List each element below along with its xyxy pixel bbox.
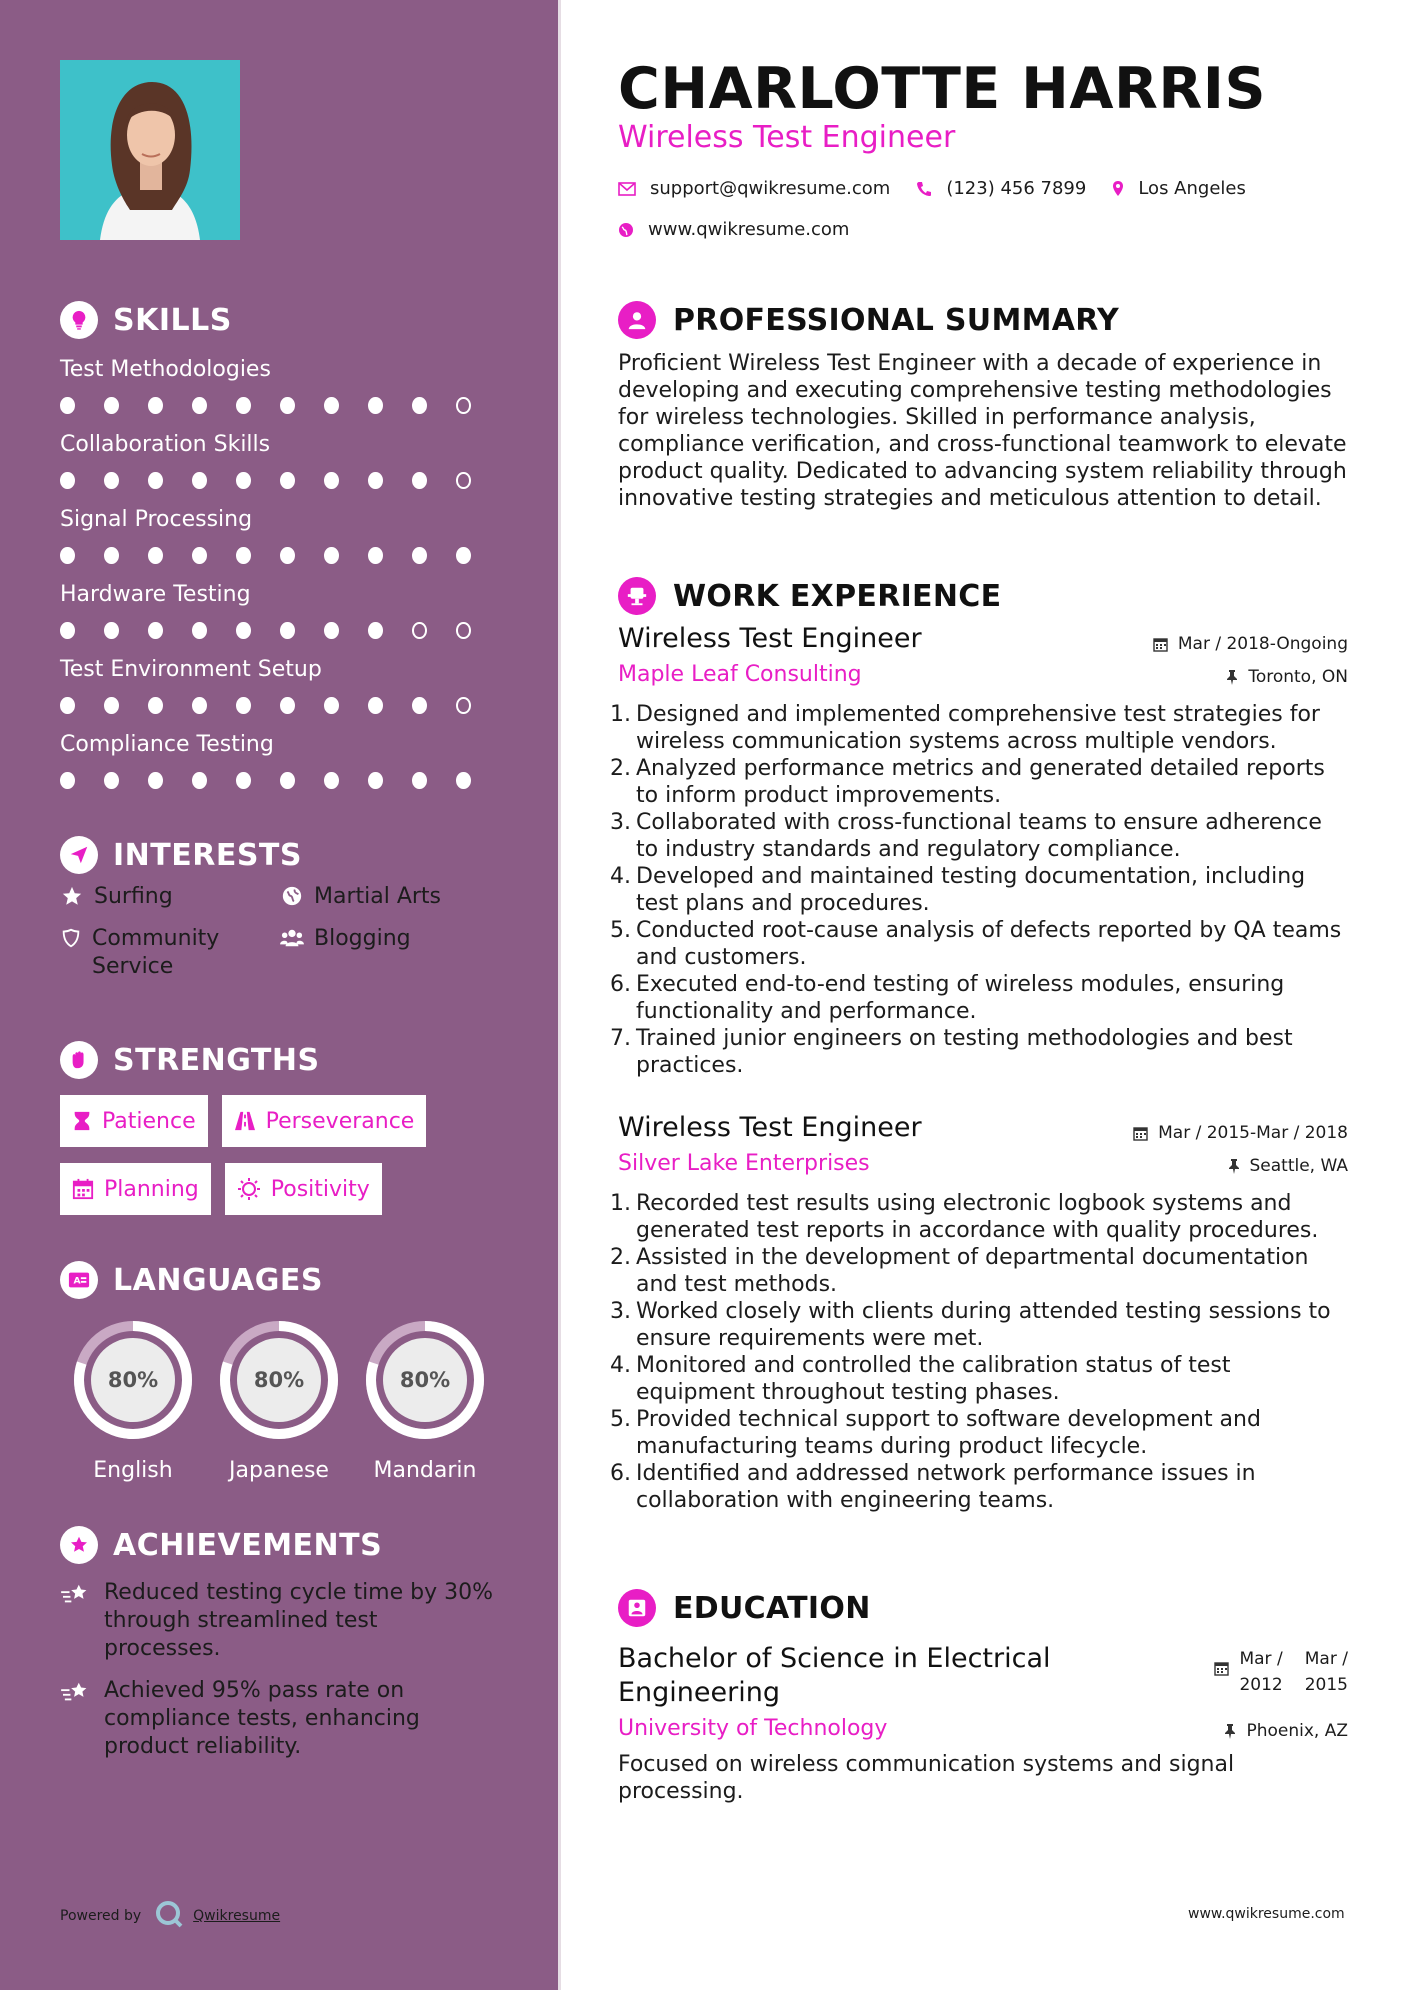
achievement-text: Achieved 95% pass rate on compliance tests, enhancing product reliability. — [104, 1678, 420, 1759]
rating-dot-filled — [368, 397, 383, 414]
skill-item — [60, 655, 500, 715]
language-name: Japanese — [229, 1458, 329, 1483]
rating-dot-empty — [412, 622, 427, 639]
svg-text:A: A — [73, 1275, 81, 1287]
rating-dot-filled — [236, 697, 251, 714]
education-location-text: Phoenix, AZ — [1246, 1721, 1348, 1741]
envelope-icon — [618, 182, 636, 196]
skills-heading — [60, 300, 500, 340]
bullet-text: Conducted root-cause analysis of defects reported by QA teams and customers. — [636, 918, 1342, 970]
strength-badge — [60, 1095, 208, 1147]
candidate-title: Wireless Test Engineer — [618, 120, 956, 155]
bullet-text: Worked closely with clients during attended testing sessions to ensure requirements were met. — [636, 1299, 1331, 1351]
rating-dot-filled — [192, 472, 207, 489]
languages-list — [60, 1318, 500, 1483]
powered-by-label: Powered by — [60, 1908, 142, 1924]
rating-dot-filled — [192, 697, 207, 714]
job-bullet — [610, 863, 1348, 917]
rating-dot-filled — [368, 772, 383, 789]
language-ring — [217, 1318, 341, 1442]
fist-icon — [60, 1041, 98, 1079]
rating-dot-filled — [280, 772, 295, 789]
education-description: Focused on wireless communication systems and signal processing. — [618, 1752, 1235, 1804]
rating-dot-filled — [412, 547, 427, 564]
education-head — [618, 1642, 1348, 1710]
profile-photo — [60, 60, 240, 240]
job-bullet — [610, 1244, 1348, 1298]
rating-dot-filled — [104, 397, 119, 414]
rating-dot-filled — [104, 547, 119, 564]
education-end — [1305, 1646, 1348, 1698]
contact-phone[interactable] — [916, 178, 1086, 199]
summary-section — [618, 300, 1348, 512]
interests-grid — [60, 883, 500, 981]
job-bullet — [610, 809, 1348, 863]
rating-dot-filled — [148, 472, 163, 489]
language-item — [206, 1318, 352, 1483]
job-bullet — [610, 1298, 1348, 1352]
experience-heading — [618, 576, 1348, 616]
job-company: Silver Lake Enterprises — [618, 1151, 870, 1176]
experience-title: WORK EXPERIENCE — [673, 578, 1002, 614]
rating-dot-filled — [236, 547, 251, 564]
job-head — [618, 623, 1348, 654]
education-title: EDUCATION — [673, 1590, 871, 1626]
job-dates — [1153, 634, 1348, 654]
bullet-number: 5. — [610, 1407, 631, 1432]
rating-dot-filled — [368, 472, 383, 489]
interest-label: Martial Arts — [314, 884, 442, 909]
skill-name: Test Environment Setup — [60, 657, 322, 682]
candidate-name: CHARLOTTE HARRIS — [618, 56, 1266, 122]
shooting-star-icon — [60, 1679, 92, 1761]
skill-name: Collaboration Skills — [60, 432, 271, 457]
strengths-heading — [60, 1040, 500, 1080]
job-bullet — [610, 755, 1348, 809]
bullet-text: Trained junior engineers on testing methodologies and best practices. — [636, 1026, 1293, 1078]
bullet-text: Designed and implemented comprehensive test strategies for wireless communication systems across multiple vendors. — [636, 702, 1320, 754]
strength-badge — [225, 1163, 382, 1215]
hourglass-icon — [72, 1110, 92, 1132]
job-role: Wireless Test Engineer — [618, 623, 922, 654]
bullet-text: Analyzed performance metrics and generated detailed reports to inform product improvements. — [636, 756, 1325, 808]
language-percent: 80% — [399, 1368, 451, 1392]
job-location-text: Toronto, ON — [1248, 667, 1348, 687]
bullet-number: 7. — [610, 1026, 631, 1051]
strengths-list — [60, 1095, 500, 1231]
strength-label: Patience — [102, 1108, 196, 1134]
bullet-text: Collaborated with cross-functional teams to ensure adherence to industry standards and regulatory compliance. — [636, 810, 1322, 862]
phone-text: (123) 456 7899 — [946, 178, 1087, 199]
website-text: www.qwikresume.com — [648, 219, 850, 240]
powered-by — [60, 1900, 280, 1932]
bullet-number: 4. — [610, 864, 631, 889]
education-dates — [1214, 1646, 1348, 1698]
rating-dot-filled — [412, 472, 427, 489]
job-entry — [610, 623, 1348, 1079]
rating-dot-filled — [456, 772, 471, 789]
bullet-text: Recorded test results using electronic logbook systems and generated test reports in accordance with quality procedures. — [636, 1191, 1319, 1243]
email-text: support@qwikresume.com — [650, 178, 891, 199]
education-heading — [618, 1588, 1348, 1628]
rating-dot-filled — [60, 472, 75, 489]
phone-icon — [916, 181, 932, 197]
language-name: English — [93, 1458, 173, 1483]
skills-section — [60, 300, 500, 790]
pushpin-icon — [1224, 1723, 1236, 1739]
skills-title: SKILLS — [113, 302, 232, 338]
education-start-month: Mar / — [1239, 1649, 1283, 1669]
rating-dot-filled — [280, 547, 295, 564]
language-ring — [71, 1318, 195, 1442]
strength-badge — [222, 1095, 427, 1147]
bullet-text: Assisted in the development of departmental documentation and test methods. — [636, 1245, 1309, 1297]
job-dates-text: Mar / 2015-Mar / 2018 — [1158, 1123, 1348, 1143]
summary-text: Proficient Wireless Test Engineer with a decade of experience in developing and executing comprehensive testing methodologies for wireless technologies. Skilled in performance analysis, compliance verification, and cross-functional teamwork to elevate product quality. Dedicated to advancing system reliability through innovative testing strategies and meticulous attention to detail. — [618, 351, 1347, 511]
shield-icon — [60, 927, 82, 957]
language-item — [60, 1318, 206, 1483]
interests-title: INTERESTS — [113, 837, 302, 873]
users-icon — [280, 927, 304, 957]
rating-dot-empty — [456, 397, 471, 414]
experience-section — [618, 576, 1348, 616]
job-sub — [618, 1151, 1348, 1176]
job-location — [1226, 667, 1348, 687]
language-percent: 80% — [253, 1368, 305, 1392]
language-name: Mandarin — [373, 1458, 477, 1483]
job-bullet — [610, 1406, 1348, 1460]
education-degree: Bachelor of Science in Electrical Engineering — [618, 1643, 1051, 1708]
rating-dot-filled — [280, 622, 295, 639]
sun-icon — [237, 1177, 261, 1201]
strength-label: Positivity — [270, 1176, 370, 1202]
rating-dot-filled — [456, 547, 471, 564]
skill-name: Signal Processing — [60, 507, 253, 532]
rating-dot-filled — [60, 622, 75, 639]
calendar-icon — [1214, 1658, 1229, 1684]
rating-dot-filled — [236, 622, 251, 639]
skill-item — [60, 730, 500, 790]
rating-dot-filled — [368, 547, 383, 564]
interest-label: Blogging — [314, 926, 411, 951]
website-row — [618, 219, 875, 240]
calendar-icon — [72, 1178, 94, 1200]
education-location — [1224, 1721, 1348, 1741]
rating-dot-filled — [368, 622, 383, 639]
strengths-section — [60, 1040, 500, 1231]
education-start-year: 2012 — [1239, 1675, 1283, 1695]
rating-dot-filled — [368, 697, 383, 714]
rating-dot-filled — [148, 397, 163, 414]
rating-dot-filled — [192, 772, 207, 789]
skill-name: Test Methodologies — [60, 357, 271, 382]
bullet-number: 4. — [610, 1353, 631, 1378]
rating-dot-filled — [280, 397, 295, 414]
rating-dot-filled — [236, 772, 251, 789]
bullet-number: 6. — [610, 972, 631, 997]
bullet-text: Identified and addressed network performance issues in collaboration with engineering teams. — [636, 1461, 1256, 1513]
job-bullet — [610, 1025, 1348, 1079]
summary-heading — [618, 300, 1348, 340]
achievement-item — [60, 1677, 500, 1761]
rating-dot-filled — [324, 697, 339, 714]
star-badge-icon — [60, 1526, 98, 1564]
rating-dot-empty — [456, 472, 471, 489]
sidebar-divider — [558, 0, 561, 1990]
star-icon — [60, 885, 84, 915]
bullet-number: 1. — [610, 702, 631, 727]
rating-dot-filled — [104, 697, 119, 714]
qwikresume-logo-icon — [155, 1900, 183, 1932]
rating-dot-filled — [280, 472, 295, 489]
job-bullets — [610, 1190, 1348, 1514]
job-dates-text: Mar / 2018-Ongoing — [1177, 634, 1348, 654]
job-bullet — [610, 701, 1348, 755]
road-icon — [234, 1111, 256, 1131]
achievements-title: ACHIEVEMENTS — [113, 1527, 383, 1563]
summary-title: PROFESSIONAL SUMMARY — [673, 302, 1120, 338]
job-location — [1228, 1156, 1349, 1176]
education-end-month: Mar / — [1304, 1649, 1348, 1669]
languages-section — [60, 1260, 500, 1483]
education-end-year: 2015 — [1304, 1675, 1348, 1695]
shooting-star-icon — [60, 1581, 92, 1663]
pushpin-icon — [1228, 1158, 1240, 1174]
skill-rating — [60, 395, 500, 415]
job-bullet — [610, 917, 1348, 971]
skill-item — [60, 580, 500, 640]
footer-website[interactable]: www.qwikresume.com — [1188, 1906, 1345, 1922]
user-icon — [618, 301, 656, 339]
strength-label: Perseverance — [265, 1108, 415, 1134]
paper-plane-icon — [60, 836, 98, 874]
bullet-number: 1. — [610, 1191, 631, 1216]
job-sub — [618, 662, 1348, 687]
strength-badge — [60, 1163, 211, 1215]
languages-title: LANGUAGES — [113, 1262, 323, 1298]
interests-section — [60, 835, 500, 981]
job-role: Wireless Test Engineer — [618, 1112, 922, 1143]
calendar-icon — [1133, 1125, 1148, 1141]
language-ring — [363, 1318, 487, 1442]
rating-dot-filled — [192, 547, 207, 564]
rating-dot-filled — [192, 397, 207, 414]
job-bullet — [610, 971, 1348, 1025]
rating-dot-filled — [324, 397, 339, 414]
rating-dot-empty — [456, 697, 471, 714]
skill-name: Compliance Testing — [60, 732, 274, 757]
job-bullets — [610, 701, 1348, 1079]
education-school: University of Technology — [618, 1716, 888, 1741]
rating-dot-filled — [412, 697, 427, 714]
job-location-text: Seattle, WA — [1249, 1156, 1348, 1176]
interest-item — [60, 925, 280, 981]
calendar-icon — [1153, 636, 1168, 652]
rating-dot-filled — [412, 772, 427, 789]
interest-item — [60, 883, 280, 915]
job-head — [618, 1112, 1348, 1143]
achievements-heading — [60, 1525, 500, 1565]
globe-icon — [618, 222, 634, 238]
rating-dot-filled — [60, 397, 75, 414]
job-bullet — [610, 1352, 1348, 1406]
rating-dot-filled — [192, 622, 207, 639]
skill-name: Hardware Testing — [60, 582, 251, 607]
skill-rating — [60, 620, 500, 640]
interest-item — [280, 883, 500, 915]
education-sub — [618, 1716, 1348, 1741]
bullet-number: 2. — [610, 1245, 631, 1270]
globe-icon — [280, 885, 304, 915]
contact-website[interactable] — [618, 219, 849, 240]
skill-rating — [60, 695, 500, 715]
bullet-number: 6. — [610, 1461, 631, 1486]
education-start — [1239, 1646, 1282, 1698]
rating-dot-filled — [104, 472, 119, 489]
languages-heading — [60, 1260, 500, 1300]
rating-dot-filled — [324, 472, 339, 489]
job-bullet — [610, 1190, 1348, 1244]
rating-dot-empty — [456, 622, 471, 639]
qwikresume-link[interactable]: Qwikresume — [193, 1908, 281, 1924]
rating-dot-filled — [148, 697, 163, 714]
interest-item — [280, 925, 500, 981]
bullet-text: Executed end-to-end testing of wireless modules, ensuring functionality and performance. — [636, 972, 1285, 1024]
job-dates — [1133, 1123, 1348, 1143]
bullet-number: 5. — [610, 918, 631, 943]
rating-dot-filled — [60, 697, 75, 714]
skill-item — [60, 505, 500, 565]
graduation-icon — [618, 1589, 656, 1627]
rating-dot-filled — [280, 697, 295, 714]
rating-dot-filled — [148, 622, 163, 639]
bullet-number: 3. — [610, 1299, 631, 1324]
strength-label: Planning — [104, 1176, 199, 1202]
achievements-section — [60, 1525, 500, 1761]
rating-dot-filled — [104, 772, 119, 789]
skills-list — [60, 355, 500, 790]
education-section — [618, 1588, 1348, 1805]
rating-dot-filled — [324, 772, 339, 789]
job-entry — [610, 1112, 1348, 1514]
language-percent: 80% — [107, 1368, 159, 1392]
skill-rating — [60, 470, 500, 490]
bullet-number: 2. — [610, 756, 631, 781]
location-text: Los Angeles — [1138, 178, 1246, 199]
rating-dot-filled — [148, 772, 163, 789]
skill-rating — [60, 770, 500, 790]
interest-label: Surfing — [94, 884, 173, 909]
rating-dot-filled — [412, 397, 427, 414]
rating-dot-filled — [60, 547, 75, 564]
interest-label: Community Service — [92, 926, 220, 979]
contact-email[interactable] — [618, 178, 890, 199]
skill-item — [60, 430, 500, 490]
bullet-text: Provided technical support to software development and manufacturing teams during product lifecycle. — [636, 1407, 1261, 1459]
job-company: Maple Leaf Consulting — [618, 662, 862, 687]
skill-rating — [60, 545, 500, 565]
rating-dot-filled — [236, 472, 251, 489]
language-icon — [60, 1261, 98, 1299]
map-pin-icon — [1112, 180, 1124, 198]
language-item — [352, 1318, 498, 1483]
rating-dot-filled — [60, 772, 75, 789]
bullet-text: Developed and maintained testing documentation, including test plans and procedures. — [636, 864, 1306, 916]
pushpin-icon — [1226, 669, 1238, 685]
rating-dot-filled — [148, 547, 163, 564]
bullet-text: Monitored and controlled the calibration status of test equipment throughout testing phases. — [636, 1353, 1231, 1405]
achievement-item — [60, 1579, 500, 1663]
rating-dot-filled — [104, 622, 119, 639]
rating-dot-filled — [236, 397, 251, 414]
briefcase-icon — [618, 577, 656, 615]
contact-row — [618, 178, 1272, 199]
bullet-number: 3. — [610, 810, 631, 835]
lightbulb-icon — [60, 301, 98, 339]
strengths-title: STRENGTHS — [113, 1042, 320, 1078]
skill-item — [60, 355, 500, 415]
job-bullet — [610, 1460, 1348, 1514]
achievement-text: Reduced testing cycle time by 30% through streamlined test processes. — [104, 1580, 494, 1661]
rating-dot-filled — [324, 547, 339, 564]
rating-dot-filled — [324, 622, 339, 639]
interests-heading — [60, 835, 500, 875]
contact-location — [1112, 178, 1246, 199]
